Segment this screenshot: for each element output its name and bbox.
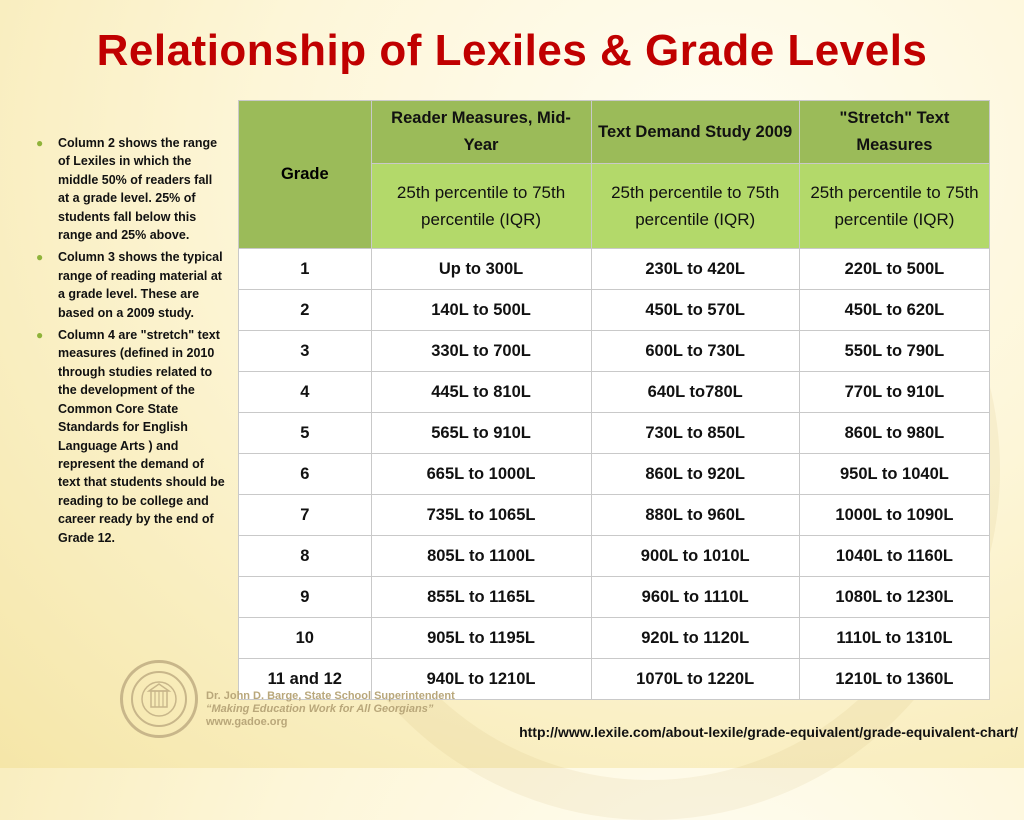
lexile-range-cell: 880L to 960L [591, 495, 799, 536]
lexile-range-cell: 640L to780L [591, 372, 799, 413]
note-text: Column 3 shows the typical range of reading material at a grade level. These are based on a 2009 study. [58, 250, 223, 320]
lexile-range-cell: 665L to 1000L [371, 454, 591, 495]
source-url-link[interactable]: http://www.lexile.com/about-lexile/grade-equivalent/grade-equivalent-chart/ [519, 724, 1018, 740]
table-row [239, 577, 990, 618]
table-row [239, 536, 990, 577]
table-body [239, 249, 990, 700]
lexile-range-cell: 330L to 700L [371, 331, 591, 372]
superintendent-line: Dr. John D. Barge, State School Superintendent [206, 690, 455, 702]
lexile-range-cell: 450L to 570L [591, 290, 799, 331]
website-line[interactable]: www.gadoe.org [206, 716, 288, 728]
grade-cell: 5 [239, 413, 372, 454]
table-row [239, 413, 990, 454]
lexile-range-cell: 220L to 500L [799, 249, 989, 290]
table-row [239, 454, 990, 495]
subheader-stretch: 25th percentile to 75th percentile (IQR) [799, 164, 989, 249]
lexile-range-cell: 1070L to 1220L [591, 659, 799, 700]
lexile-range-cell: 445L to 810L [371, 372, 591, 413]
department-of-education-seal [120, 660, 198, 738]
grade-cell: 3 [239, 331, 372, 372]
lexile-range-cell: 905L to 1195L [371, 618, 591, 659]
table-row [239, 372, 990, 413]
lexile-range-cell: 230L to 420L [591, 249, 799, 290]
lexile-range-cell: 1110L to 1310L [799, 618, 989, 659]
table-row [239, 331, 990, 372]
grade-cell: 10 [239, 618, 372, 659]
lexile-table [238, 100, 990, 700]
table-row [239, 249, 990, 290]
grade-cell: 2 [239, 290, 372, 331]
notes-list [36, 134, 226, 551]
header-reader-measures: Reader Measures, Mid-Year [371, 101, 591, 164]
lexile-range-cell: 550L to 790L [799, 331, 989, 372]
lexile-range-cell: 950L to 1040L [799, 454, 989, 495]
note-text: Column 2 shows the range of Lexiles in which the middle 50% of readers fall at a grade level. 25% of students fall below this range and 25% above. [58, 136, 218, 243]
lexile-range-cell: 855L to 1165L [371, 577, 591, 618]
subheader-reader-measures: 25th percentile to 75th percentile (IQR) [371, 164, 591, 249]
lexile-range-cell: 1210L to 1360L [799, 659, 989, 700]
bullet-icon: ● [36, 250, 44, 265]
lexile-range-cell: 450L to 620L [799, 290, 989, 331]
bullet-icon: ● [36, 328, 44, 343]
note-item [36, 326, 226, 547]
table-row [239, 618, 990, 659]
slide-title: Relationship of Lexiles & Grade Levels [96, 26, 928, 75]
note-text: Column 4 are "stretch" text measures (defined in 2010 through studies related to the development of the Common Core State Standards for English Language Arts ) and represent the demand of text that students should be reading to be college and career ready by the end of Grade 12. [58, 328, 225, 545]
lexile-range-cell: 805L to 1100L [371, 536, 591, 577]
grade-cell: 4 [239, 372, 372, 413]
header-stretch: "Stretch" Text Measures [799, 101, 989, 164]
lexile-range-cell: 565L to 910L [371, 413, 591, 454]
lexile-range-cell: 940L to 1210L [371, 659, 591, 700]
lexile-range-cell: 730L to 850L [591, 413, 799, 454]
grade-cell: 1 [239, 249, 372, 290]
lexile-range-cell: 140L to 500L [371, 290, 591, 331]
lexile-range-cell: 735L to 1065L [371, 495, 591, 536]
header-text-demand: Text Demand Study 2009 [591, 101, 799, 164]
lexile-range-cell: Up to 300L [371, 249, 591, 290]
grade-cell: 6 [239, 454, 372, 495]
note-item [36, 134, 226, 244]
grade-cell: 7 [239, 495, 372, 536]
grade-cell: 8 [239, 536, 372, 577]
subheader-text-demand: 25th percentile to 75th percentile (IQR) [591, 164, 799, 249]
lexile-range-cell: 860L to 980L [799, 413, 989, 454]
grade-cell: 9 [239, 577, 372, 618]
grade-cell: 11 and 12 [239, 659, 372, 700]
seal-icon [129, 669, 189, 729]
lexile-range-cell: 1080L to 1230L [799, 577, 989, 618]
lexile-range-cell: 770L to 910L [799, 372, 989, 413]
table-row [239, 495, 990, 536]
lexile-range-cell: 920L to 1120L [591, 618, 799, 659]
lexile-range-cell: 960L to 1110L [591, 577, 799, 618]
table-row [239, 290, 990, 331]
lexile-range-cell: 900L to 1010L [591, 536, 799, 577]
lexile-range-cell: 1000L to 1090L [799, 495, 989, 536]
grade-header: Grade [239, 101, 372, 249]
bullet-icon: ● [36, 136, 44, 150]
note-item [36, 248, 226, 322]
lexile-range-cell: 600L to 730L [591, 331, 799, 372]
lexile-range-cell: 1040L to 1160L [799, 536, 989, 577]
lexile-range-cell: 860L to 920L [591, 454, 799, 495]
motto-line: “Making Education Work for All Georgians” [206, 703, 434, 715]
footer-credits [206, 690, 455, 729]
